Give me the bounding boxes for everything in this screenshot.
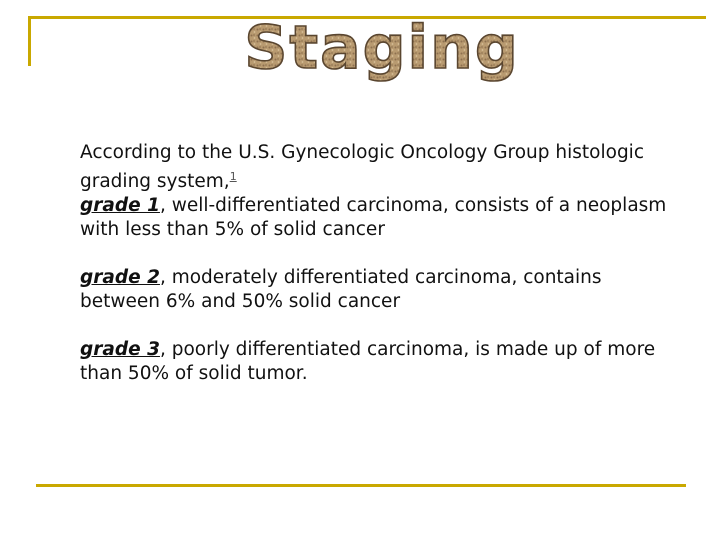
grade-2-term: grade 2 [80,267,160,288]
footnote-link[interactable]: 1 [229,170,237,183]
grade-1-description: , well-differentiated carcinoma, consists of a neoplasm with less than 5% of solid cancer [80,195,667,240]
intro-text: According to the U.S. Gynecologic Oncology Group histologic grading system, [80,142,644,192]
grade-3-term: grade 3 [80,339,160,360]
slide-body [80,141,680,386]
grade-1-term: grade 1 [80,195,160,216]
grade-3-description: , poorly differentiated carcinoma, is made up of more than 50% of solid tumor. [80,339,656,384]
paragraph-grade-2 [80,266,680,314]
paragraph-grade-1 [80,141,680,242]
frame-bottom-rule [36,484,686,487]
frame-left-rule [28,16,31,66]
slide-title [244,10,520,90]
grade-2-description: , moderately differentiated carcinoma, contains between 6% and 50% solid cancer [80,267,602,312]
slide-title-text: Staging [244,13,520,83]
paragraph-grade-3 [80,338,680,386]
